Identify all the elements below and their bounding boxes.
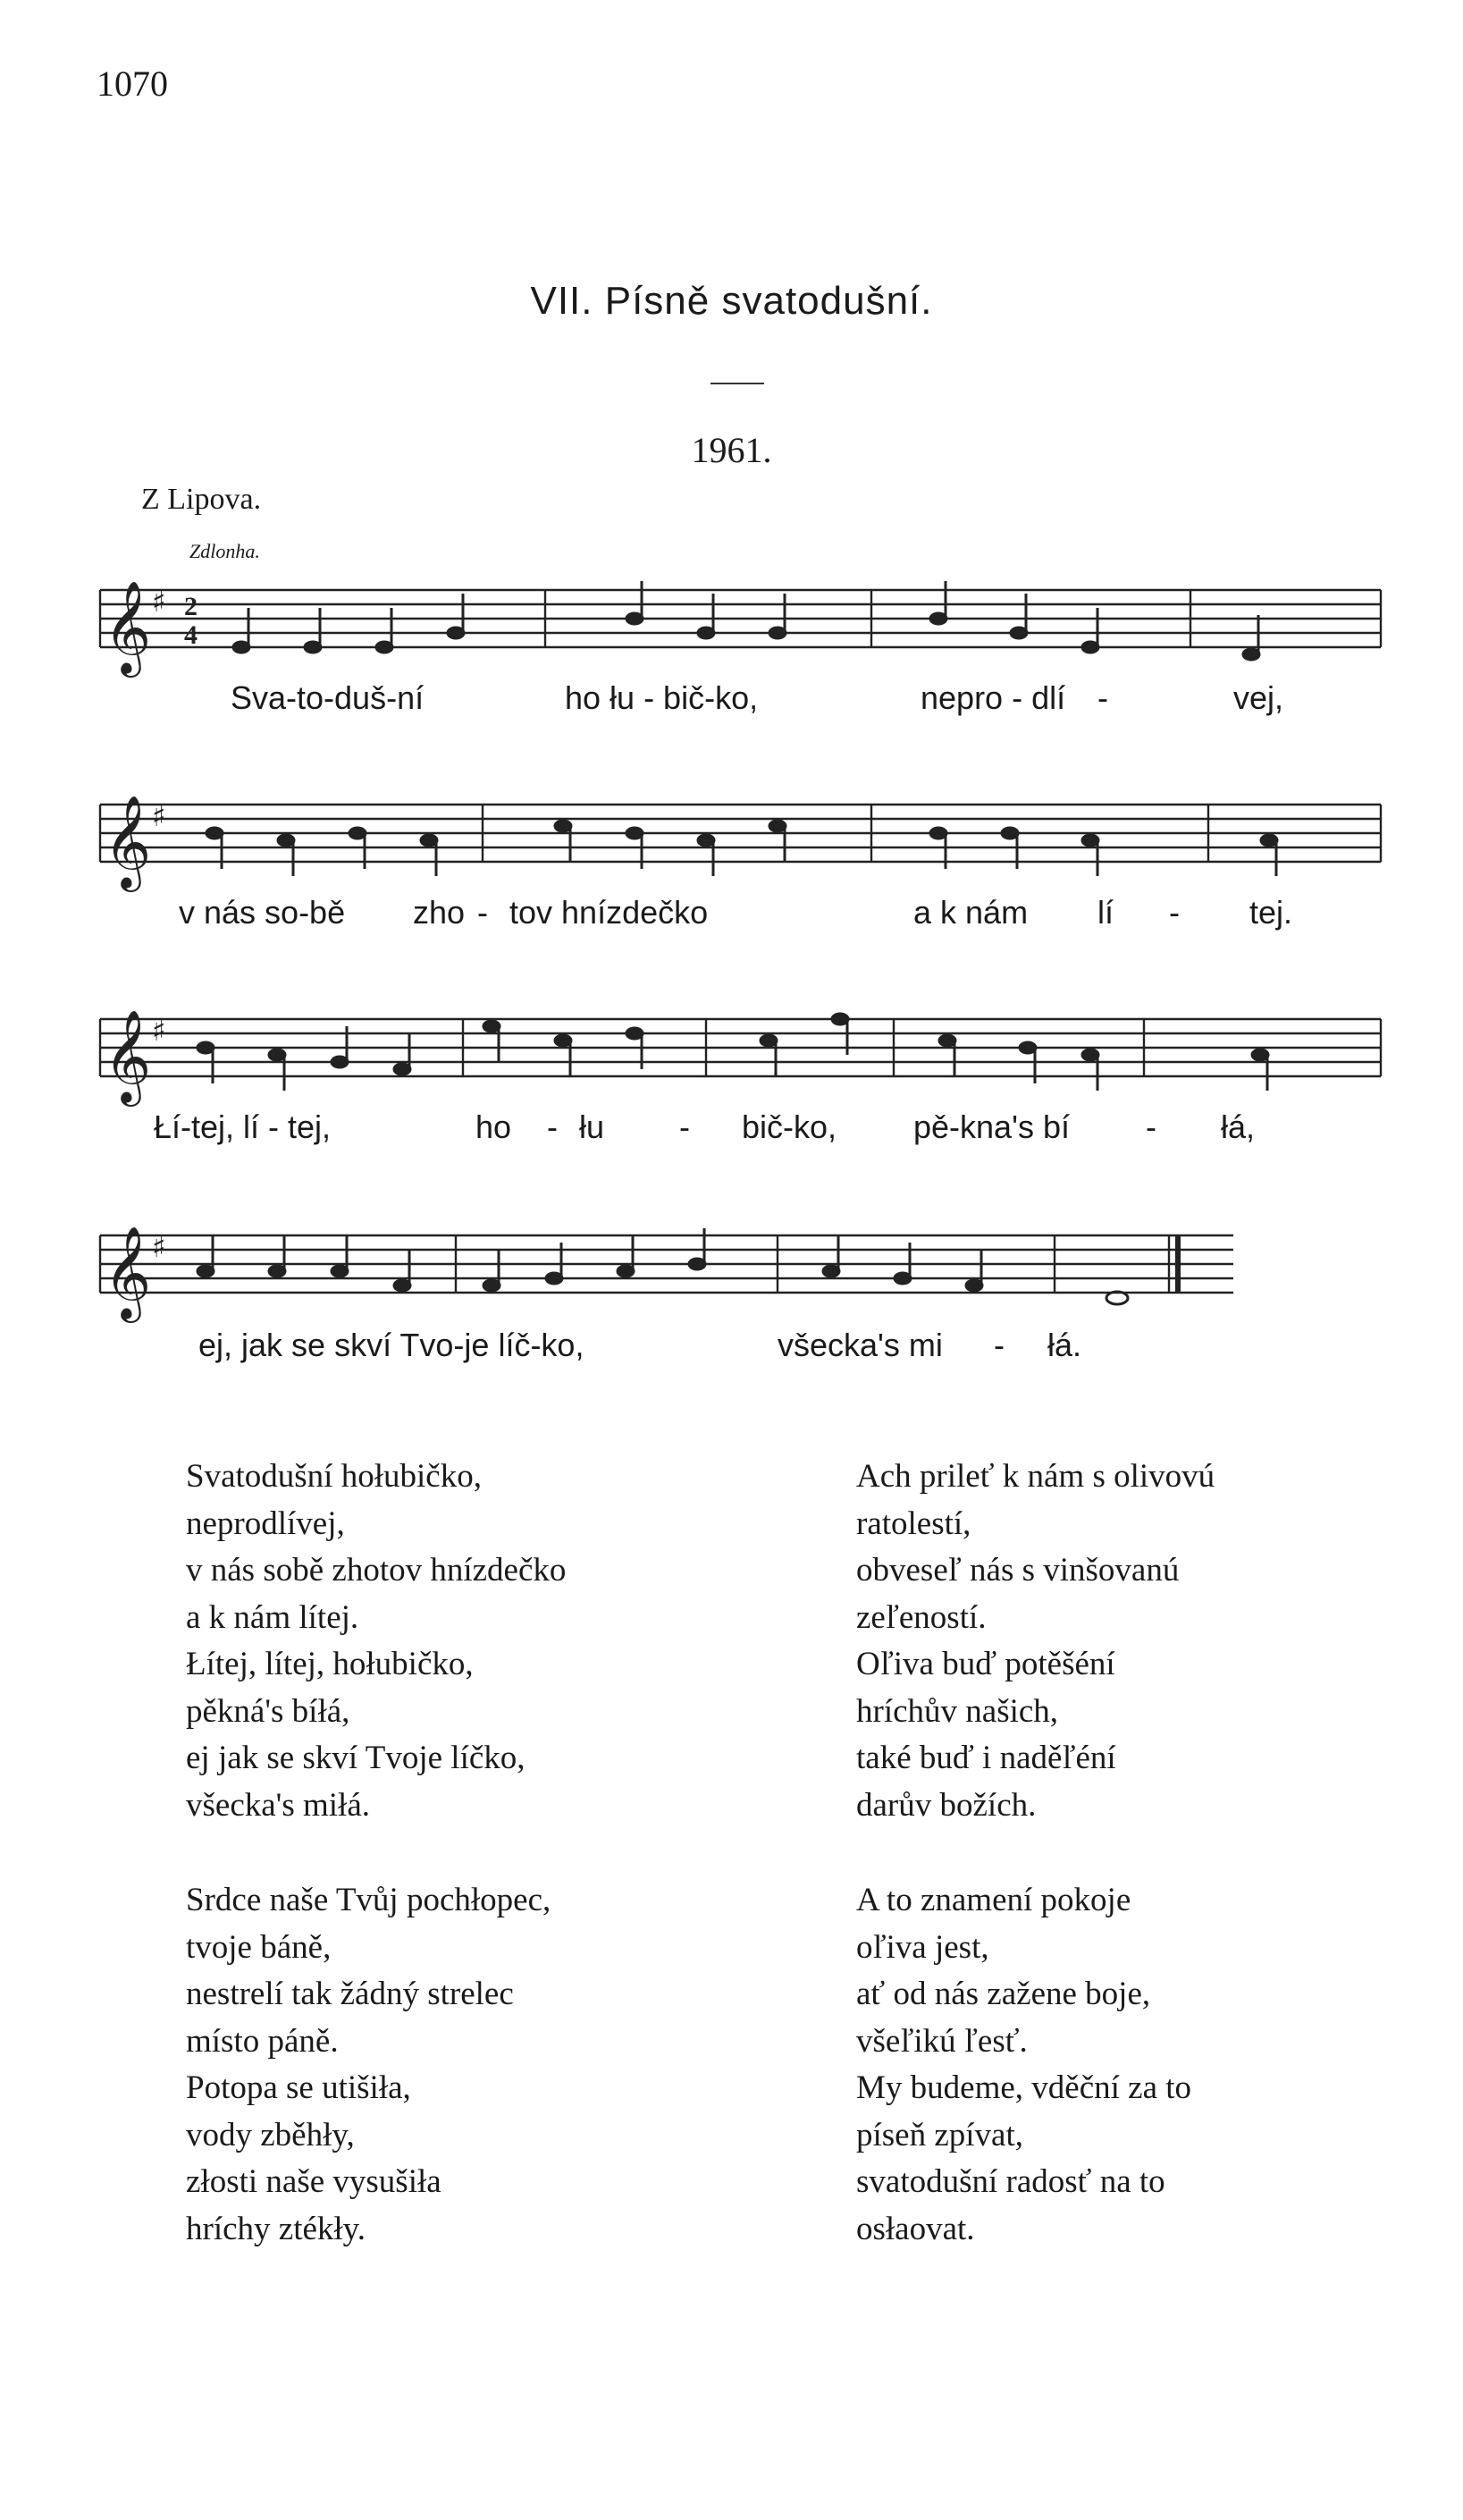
- treble-clef-icon: 𝄞: [104, 1226, 152, 1319]
- treble-clef-icon: 𝄞: [104, 1009, 152, 1103]
- notes-row-3: [198, 1014, 1268, 1091]
- verse-line: hríchy ztékły.: [186, 2210, 366, 2247]
- lyric-row-4-seg-3: -: [994, 1327, 1005, 1363]
- section-title: VII. Písně svatodušní.: [530, 279, 933, 323]
- verse-line: vody zběhły,: [186, 2116, 355, 2153]
- verse-line: neprodlívej,: [186, 1504, 345, 1542]
- verse-line: A to znamení pokoje: [856, 1882, 1131, 1918]
- verse-line: osłaovat.: [856, 2210, 975, 2247]
- verse-line: ratolestí,: [856, 1504, 971, 1542]
- music-staff-2: [89, 787, 1394, 894]
- music-staff-1: [89, 572, 1394, 679]
- lyric-row-1-seg-5: vej,: [1233, 679, 1284, 716]
- song-number: 1961.: [691, 430, 772, 470]
- music-staff-4: [89, 1218, 1394, 1325]
- lyric-row-2-seg-3: -: [477, 894, 488, 931]
- lyric-row-3-seg-9: łá,: [1221, 1108, 1256, 1145]
- verse-line: Svatodušní hołubičko,: [186, 1458, 482, 1495]
- verse-left-2: [186, 1877, 551, 2253]
- lyric-row-1-seg-3: nepro - dlí: [921, 679, 1066, 716]
- key-signature-icon: ♯: [152, 585, 166, 619]
- lyric-row-2-seg-5: a k nám: [913, 894, 1029, 931]
- lyric-row-1-seg-4: -: [1097, 679, 1108, 716]
- lyric-row-1-seg-2: ho łu - bič-ko,: [565, 679, 759, 716]
- verse-line: v nás sobě zhotov hnízdečko: [186, 1552, 567, 1589]
- verse-line: píseň zpívat,: [856, 2116, 1024, 2153]
- verse-left-1: [186, 1454, 566, 1829]
- verse-line: ej jak se skví Tvoje líčko,: [186, 1740, 526, 1776]
- verse-line: hríchův našich,: [856, 1692, 1059, 1730]
- lyric-row-4-seg-4: łá.: [1047, 1327, 1082, 1363]
- lyric-row-3-seg-8: -: [1146, 1108, 1156, 1145]
- verse-line: svatodušní radosť na to: [856, 2163, 1165, 2200]
- verse-line: Oľiva buď potěšéní: [856, 1646, 1115, 1682]
- verse-line: místo páně.: [186, 2022, 339, 2060]
- verse-line: nestrelí tak žádný strelec: [186, 1976, 514, 2012]
- verse-line: tvoje báně,: [186, 1928, 332, 1966]
- svg-text:4: 4: [184, 620, 198, 650]
- lyric-row-3-seg-7: pě-kna's bí: [913, 1108, 1070, 1145]
- lyric-row-3-seg-2: ho: [475, 1108, 512, 1145]
- verse-line: darův božích.: [856, 1786, 1037, 1824]
- verse-line: Łítej, lítej, hołubičko,: [186, 1646, 474, 1682]
- lyric-row-4-seg-2: všecka's mi: [778, 1327, 943, 1363]
- verse-line: My budeme, vděční za to: [856, 2069, 1192, 2106]
- verse-line: Ach prileť k nám s olivovú: [856, 1458, 1215, 1495]
- lyric-row-4-seg-1: ej, jak se skví Tvo-je líč-ko,: [198, 1327, 584, 1363]
- verse-line: zeľeností.: [856, 1598, 987, 1636]
- music-staff-3: [89, 1001, 1394, 1108]
- verse-line: pěkná's bíłá,: [186, 1692, 350, 1730]
- lyric-row-2-seg-7: -: [1169, 894, 1180, 931]
- verse-line: obveseľ nás s vinšovanú: [856, 1552, 1180, 1589]
- verse-line: oľiva jest,: [856, 1928, 989, 1966]
- verse-line: všeľikú ľesť.: [856, 2022, 1028, 2060]
- key-signature-icon: ♯: [152, 799, 166, 833]
- verse-right-1: [856, 1454, 1215, 1829]
- verse-line: Potopa se utišiła,: [186, 2069, 411, 2106]
- verse-line: złosti naše vysušiła: [186, 2163, 441, 2200]
- verse-line: Srdce naše Tvůj pochłopec,: [186, 1882, 551, 1918]
- lyric-row-1-seg-1: Sva-to-duš-ní: [231, 679, 425, 716]
- lyric-row-3-seg-5: -: [679, 1108, 690, 1145]
- svg-text:2: 2: [184, 592, 198, 621]
- treble-clef-icon: 𝄞: [104, 795, 152, 889]
- treble-clef-icon: 𝄞: [104, 580, 152, 674]
- lyric-row-3-seg-4: łu: [579, 1108, 605, 1145]
- key-signature-icon: ♯: [152, 1230, 166, 1264]
- page-number: 1070: [97, 63, 168, 104]
- key-signature-icon: ♯: [152, 1014, 166, 1048]
- lyric-row-2-seg-6: lí: [1097, 894, 1114, 931]
- song-origin: Z Lipova.: [141, 483, 262, 516]
- lyric-row-2-seg-4: tov hnízdečko: [509, 894, 709, 931]
- verse-line: ať od nás zažene boje,: [856, 1976, 1151, 2012]
- lyric-row-2-seg-2: zho: [413, 894, 466, 931]
- lyric-row-2-seg-8: tej.: [1249, 894, 1293, 931]
- lyric-row-3-seg-1: Łí-tej, lí - tej,: [154, 1108, 332, 1145]
- lyric-row-3-seg-3: -: [547, 1108, 558, 1145]
- lyric-row-2-seg-1: v nás so-bě: [179, 894, 346, 931]
- verse-right-2: [856, 1877, 1191, 2253]
- verse-line: také buď i naděľéní: [856, 1740, 1116, 1776]
- tempo-marking: Zdlonha.: [189, 540, 260, 562]
- title-divider: [710, 383, 764, 384]
- verse-line: všecka's miłá.: [186, 1786, 370, 1824]
- lyric-row-3-seg-6: bič-ko,: [742, 1108, 837, 1145]
- verse-line: a k nám lítej.: [186, 1598, 359, 1636]
